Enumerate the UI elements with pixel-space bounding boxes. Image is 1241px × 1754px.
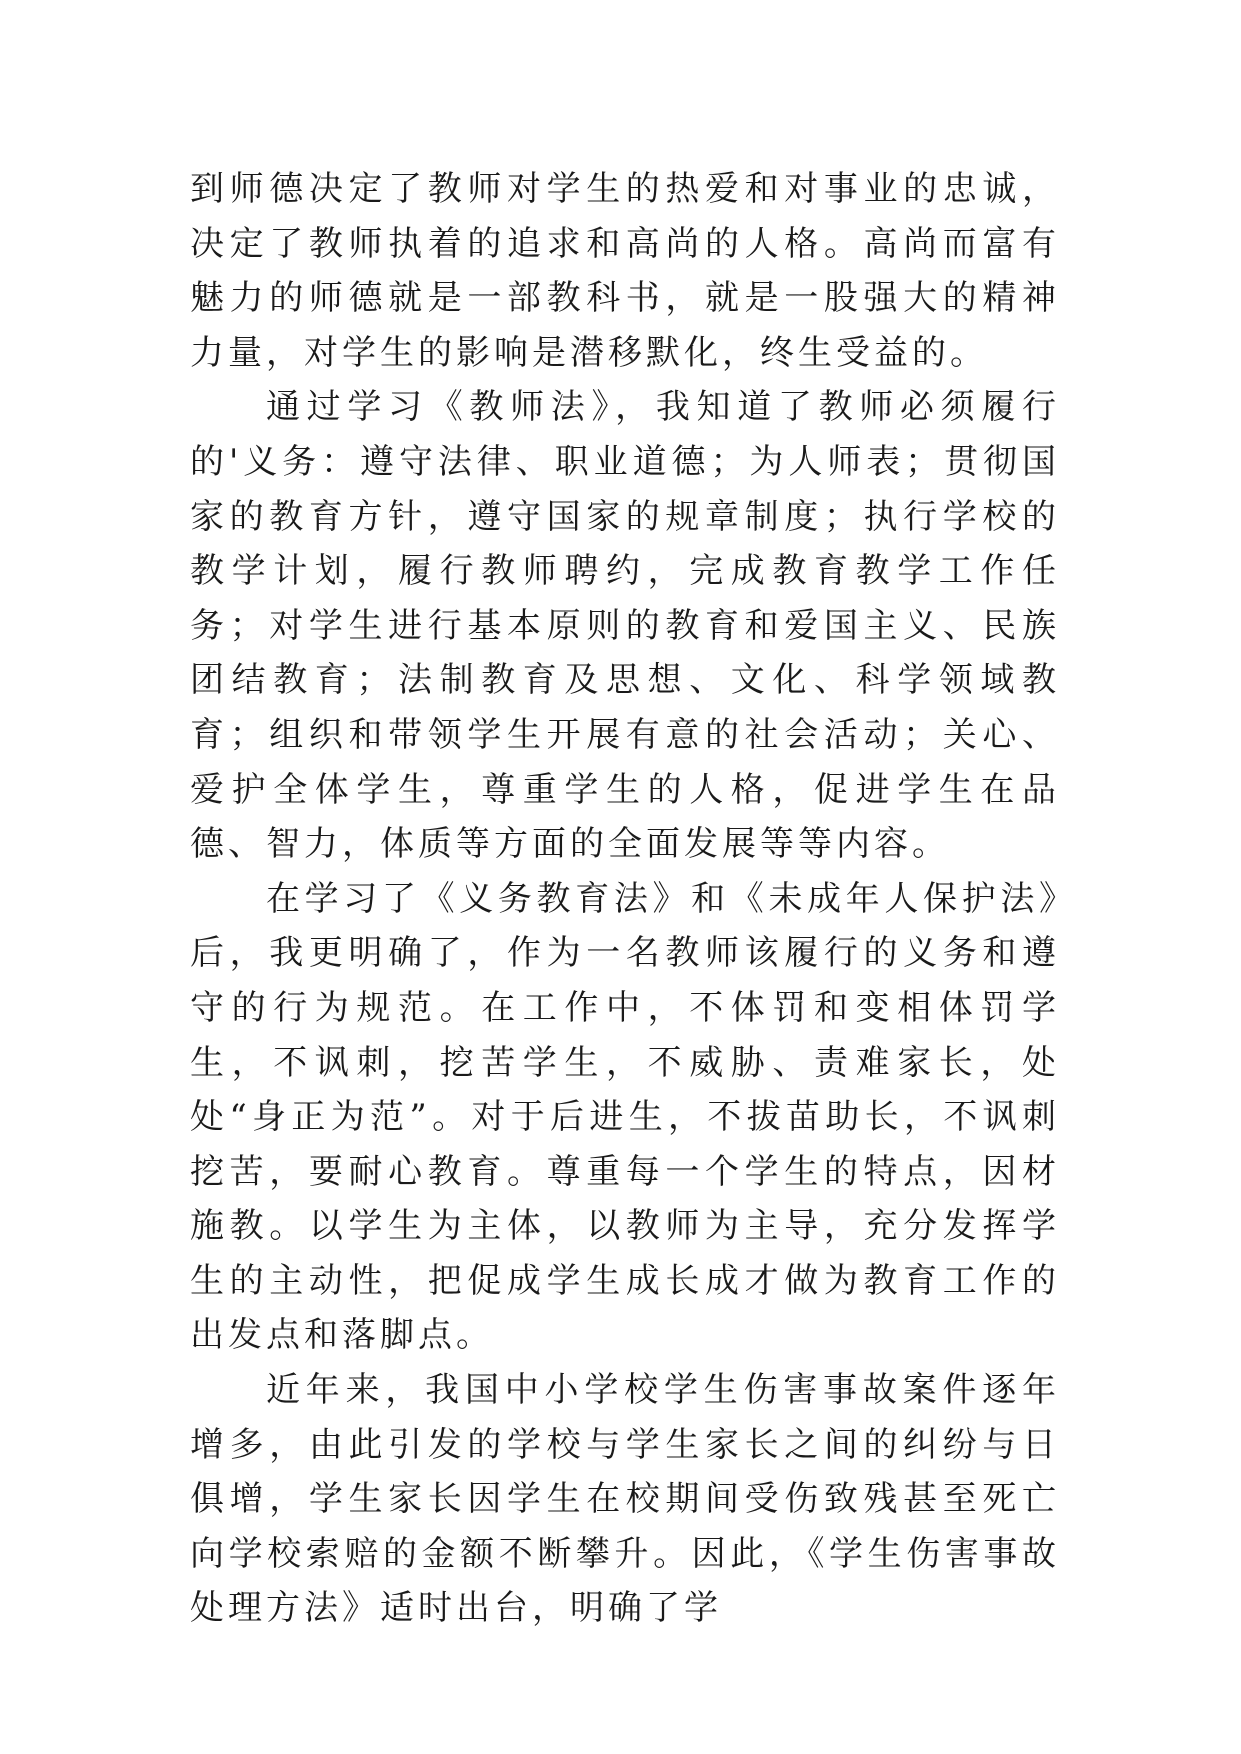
document-body [190, 162, 1060, 1636]
paragraph-1: 到师德决定了教师对学生的热爱和对事业的忠诚，决定了教师执着的追求和高尚的人格。高尚而富有魅力的师德就是一部教科书，就是一股强大的精神力量，对学生的影响是潜移默化，终生受益的。 [190, 169, 1060, 373]
paragraph-2: 通过学习《教师法》，我知道了教师必须履行的'义务：遵守法律、职业道德；为人师表；贯彻国家的教育方针，遵守国家的规章制度；执行学校的教学计划，履行教师聘约，完成教育教学工作任务；对学生进行基本原则的教育和爱国主义、民族团结教育；法制教育及思想、文化、科学领域教育；组织和带领学生开展有意的社会活动；关心、爱护全体学生，尊重学生的人格，促进学生在品德、智力，体质等方面的全面发展等等内容。 [190, 387, 1060, 865]
paragraph-4: 近年来，我国中小学校学生伤害事故案件逐年增多，由此引发的学校与学生家长之间的纠纷与日俱增，学生家长因学生在校期间受伤致残甚至死亡向学校索赔的金额不断攀升。因此，《学生伤害事故处理方法》适时出台，明确了学 [190, 1370, 1060, 1629]
paragraph-3: 在学习了《义务教育法》和《未成年人保护法》后，我更明确了，作为一名教师该履行的义务和遵守的行为规范。在工作中，不体罚和变相体罚学生，不讽刺，挖苦学生，不威胁、责难家长，处处“身正为范”。对于后进生，不拔苗助长，不讽刺挖苦，要耐心教育。尊重每一个学生的特点，因材施教。以学生为主体，以教师为主导，充分发挥学生的主动性，把促成学生成长成才做为教育工作的出发点和落脚点。 [190, 878, 1060, 1356]
